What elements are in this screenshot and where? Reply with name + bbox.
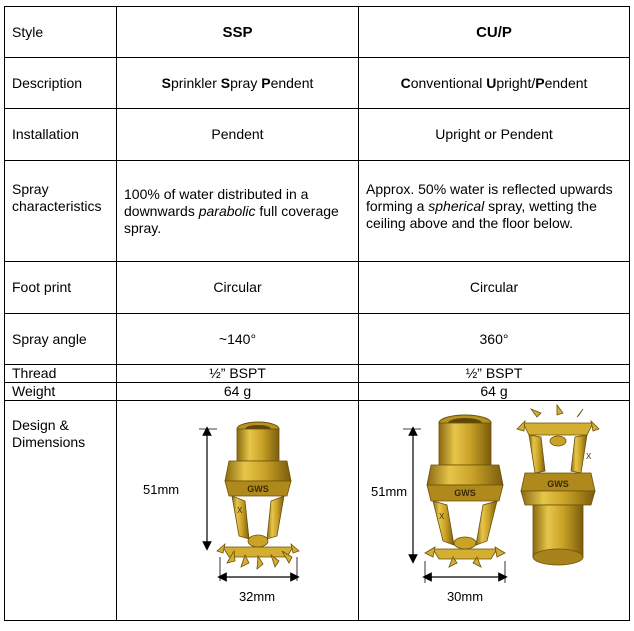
row-weight: [5, 383, 630, 401]
row-description: [5, 58, 630, 109]
cup-upright-view: [517, 405, 599, 565]
label-style: Style: [5, 7, 117, 58]
ssp-spray-post: full coverage spray.: [124, 202, 339, 236]
row-spray-angle: [5, 314, 630, 365]
ssp-spray-characteristics: [117, 161, 359, 262]
row-spray-characteristics: [5, 161, 630, 262]
ssp-desc-c1: P: [261, 74, 271, 91]
label-weight: Weight: [5, 383, 117, 401]
cup-x-mark: X: [439, 512, 445, 521]
row-design: [5, 401, 630, 621]
cup-style: CU/P: [359, 7, 630, 58]
row-thread: [5, 365, 630, 383]
ssp-spray-em: parabolic: [198, 202, 256, 219]
row-style: [5, 7, 630, 58]
sprinkler-spec-table: [4, 6, 630, 621]
cup-desc-a2: onventional: [410, 74, 487, 91]
label-design: Design & Dimensions: [5, 401, 117, 621]
cup-spray-em: spherical: [428, 198, 485, 214]
cup-footprint: Circular: [359, 262, 630, 314]
cup-desc-a1: C: [400, 74, 411, 91]
cup-spray-pre: Approx. 50% water is reflected upwards forming a: [366, 181, 613, 214]
ssp-desc-b1: S: [220, 74, 231, 91]
ssp-desc-a2: prinkler: [170, 74, 221, 91]
cup-spray-angle: 360°: [359, 314, 630, 365]
cup-upright-gws-marking: GWS: [547, 479, 569, 489]
label-spray-characteristics: Spray characteristics: [5, 161, 117, 262]
ssp-x-mark: X: [237, 506, 243, 515]
cup-desc-c1: P: [535, 74, 545, 91]
cup-thread: ½” BSPT: [359, 365, 630, 383]
cup-upright-x-mark: X: [586, 452, 592, 461]
ssp-spray-angle: ~140°: [117, 314, 359, 365]
cup-spray-post: spray, wetting the ceiling above and the floor below.: [366, 198, 597, 231]
cup-gws-marking: GWS: [454, 488, 476, 498]
ssp-style: SSP: [117, 7, 359, 58]
ssp-desc-b2: pray: [230, 74, 262, 91]
cup-width-label: 30mm: [446, 589, 484, 604]
ssp-gws-marking: GWS: [247, 484, 269, 494]
cup-weight: 64 g: [359, 383, 630, 401]
ssp-installation: Pendent: [117, 109, 359, 161]
label-footprint: Foot print: [5, 262, 117, 314]
ssp-weight: 64 g: [117, 383, 359, 401]
ssp-description: [117, 58, 359, 109]
label-thread: Thread: [5, 365, 117, 383]
ssp-thread: ½” BSPT: [117, 365, 359, 383]
row-installation: [5, 109, 630, 161]
cup-desc-b2: pright/: [496, 74, 536, 91]
label-spray-angle: Spray angle: [5, 314, 117, 365]
ssp-sprinkler-drawing: [117, 401, 359, 621]
label-installation: Installation: [5, 109, 117, 161]
cup-installation: Upright or Pendent: [359, 109, 630, 161]
cup-design-cell: [359, 401, 630, 621]
label-description: Description: [5, 58, 117, 109]
ssp-desc-c2: endent: [270, 74, 314, 91]
row-footprint: [5, 262, 630, 314]
cup-height-label: 51mm: [371, 484, 408, 499]
cup-sprinkler-drawing: [359, 401, 630, 621]
ssp-spray-pre: 100% of water distributed in a downwards: [124, 185, 309, 219]
ssp-width-label: 32mm: [238, 589, 276, 604]
ssp-footprint: Circular: [117, 262, 359, 314]
ssp-design-cell: [117, 401, 359, 621]
ssp-desc-a1: S: [161, 74, 171, 91]
ssp-height-label: 51mm: [143, 482, 180, 497]
cup-description: [359, 58, 630, 109]
cup-spray-characteristics: [359, 161, 630, 262]
cup-desc-c2: endent: [544, 74, 588, 91]
cup-desc-b1: U: [486, 74, 497, 91]
